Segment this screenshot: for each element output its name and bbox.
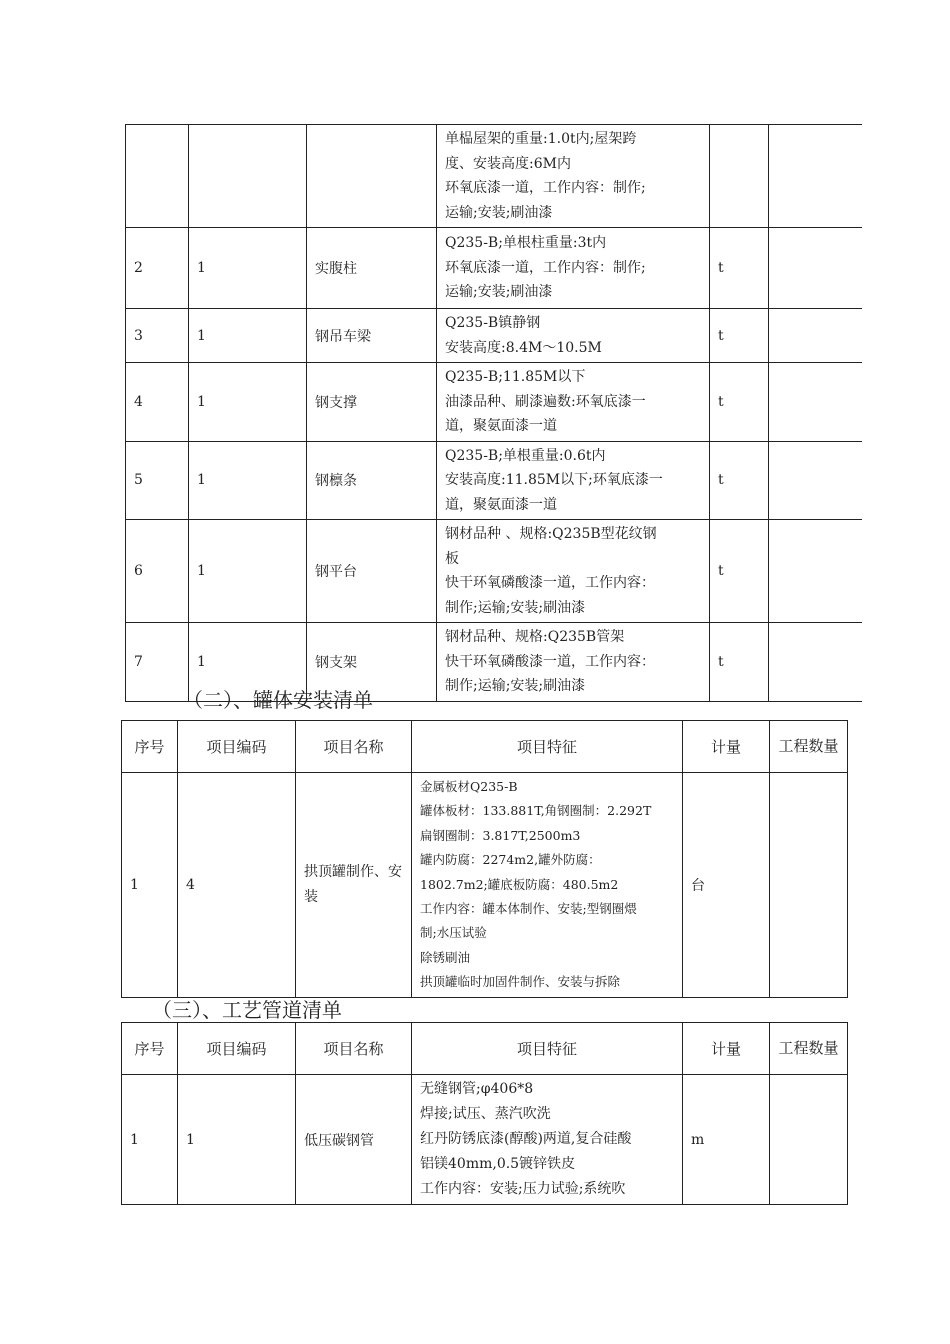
feature-cell bbox=[437, 441, 710, 520]
feature-line: 道，聚氨面漆一道 bbox=[445, 496, 557, 513]
seq-cell: 5 bbox=[126, 441, 189, 520]
feature-line: 快干环氧磷酸漆一道，工作内容： bbox=[445, 653, 655, 670]
feature-line: 红丹防锈底漆(醇酸)两道,复合硅酸 bbox=[420, 1131, 632, 1147]
seq-cell bbox=[126, 125, 189, 228]
qty-cell bbox=[769, 309, 862, 363]
feature-line: 安装高度:11.85M以下;环氧底漆一 bbox=[445, 472, 663, 488]
seq-cell: 6 bbox=[126, 520, 189, 623]
feature-line: 运输;安装;刷油漆 bbox=[445, 284, 553, 301]
feature-line: 罐体板材：133.881T,角钢圈制：2.292T bbox=[420, 803, 652, 819]
seq-cell: 2 bbox=[126, 228, 189, 309]
feature-line: 铝镁40mm,0.5镀锌铁皮 bbox=[420, 1156, 576, 1172]
unit-cell: t bbox=[710, 441, 769, 520]
qty-cell bbox=[770, 773, 848, 998]
feature-cell bbox=[412, 773, 683, 998]
table-row bbox=[126, 228, 862, 309]
qty-cell bbox=[769, 363, 862, 442]
code-cell: 1 bbox=[189, 309, 307, 363]
name-cell: 钢檩条 bbox=[307, 441, 437, 520]
feature-line: 板 bbox=[445, 550, 459, 567]
table-row bbox=[126, 363, 862, 442]
header-seq: 序号 bbox=[122, 1023, 178, 1075]
feature-line: 制;水压试验 bbox=[420, 925, 487, 941]
steel-structure-table bbox=[125, 124, 862, 702]
qty-cell bbox=[769, 228, 862, 309]
feature-line: 制作;运输;安装;刷油漆 bbox=[445, 599, 586, 616]
seq-cell: 1 bbox=[122, 773, 178, 998]
feature-line: 油漆品种、刷漆遍数:环氧底漆一 bbox=[445, 393, 646, 410]
feature-line: 扁钢圈制：3.817T,2500m3 bbox=[420, 827, 581, 843]
header-feature: 项目特征 bbox=[412, 721, 683, 773]
feature-line: 环氧底漆一道，工作内容：制作; bbox=[445, 180, 646, 196]
feature-line: 除锈刷油 bbox=[420, 949, 471, 965]
name-cell: 钢支架 bbox=[307, 623, 437, 702]
table-row bbox=[122, 1075, 848, 1205]
feature-cell bbox=[437, 228, 710, 309]
unit-cell: m bbox=[683, 1075, 770, 1205]
unit-cell: t bbox=[710, 520, 769, 623]
code-cell: 4 bbox=[178, 773, 296, 998]
feature-line: 钢材品种、规格:Q235B管架 bbox=[445, 629, 625, 645]
unit-cell: t bbox=[710, 228, 769, 309]
table-row bbox=[126, 309, 862, 363]
unit-cell: t bbox=[710, 309, 769, 363]
feature-line: 金属板材Q235-B bbox=[420, 779, 518, 794]
feature-line: 拱顶罐临时加固件制作、安装与拆除 bbox=[420, 974, 621, 990]
name-cell: 钢平台 bbox=[307, 520, 437, 623]
feature-cell bbox=[437, 363, 710, 442]
code-cell: 1 bbox=[189, 228, 307, 309]
unit-cell: t bbox=[710, 623, 769, 702]
feature-line: 无缝钢管;φ406*8 bbox=[420, 1081, 534, 1097]
qty-cell bbox=[769, 125, 862, 228]
unit-cell: t bbox=[710, 363, 769, 442]
header-unit: 计量 bbox=[683, 721, 770, 773]
header-unit: 计量 bbox=[683, 1023, 770, 1075]
feature-line: Q235-B镇静钢 bbox=[445, 315, 541, 331]
code-cell: 1 bbox=[189, 441, 307, 520]
feature-line: Q235-B;单根柱重量:3t内 bbox=[445, 235, 607, 252]
qty-cell bbox=[769, 623, 862, 702]
header-seq: 序号 bbox=[122, 721, 178, 773]
header-feature: 项目特征 bbox=[412, 1023, 683, 1075]
section-title: （二）、罐体安装清单 bbox=[183, 688, 373, 712]
table-header-row bbox=[122, 1023, 848, 1075]
feature-line: Q235-B;11.85M以下 bbox=[445, 369, 586, 385]
feature-cell bbox=[437, 309, 710, 363]
feature-line: 罐内防腐：2274m2,罐外防腐： bbox=[420, 852, 601, 868]
seq-cell: 4 bbox=[126, 363, 189, 442]
header-name: 项目名称 bbox=[296, 721, 412, 773]
qty-cell bbox=[770, 1075, 848, 1205]
code-cell bbox=[189, 125, 307, 228]
code-cell: 1 bbox=[178, 1075, 296, 1205]
feature-cell bbox=[437, 125, 710, 228]
name-cell: 实腹柱 bbox=[307, 228, 437, 309]
feature-line: 运输;安装;刷油漆 bbox=[445, 204, 553, 221]
header-qty: 工程数量 bbox=[770, 721, 848, 773]
process-pipe-table bbox=[121, 1022, 848, 1205]
feature-line: 1802.7m2;罐底板防腐：480.5m2 bbox=[420, 876, 619, 892]
feature-line: 单榀屋架的重量:1.0t内;屋架跨 bbox=[445, 131, 637, 147]
table-row bbox=[126, 441, 862, 520]
name-cell: 钢支撑 bbox=[307, 363, 437, 442]
name-cell: 低压碳钢管 bbox=[296, 1075, 412, 1205]
feature-line: 工作内容：安装;压力试验;系统吹 bbox=[420, 1181, 626, 1197]
header-qty: 工程数量 bbox=[770, 1023, 848, 1075]
unit-cell: 台 bbox=[683, 773, 770, 998]
name-cell bbox=[307, 125, 437, 228]
seq-cell: 3 bbox=[126, 309, 189, 363]
feature-line: 安装高度:8.4M～10.5M bbox=[445, 339, 602, 356]
feature-line: 钢材品种 、规格:Q235B型花纹钢 bbox=[445, 526, 657, 542]
feature-line: 环氧底漆一道，工作内容：制作; bbox=[445, 259, 646, 276]
header-code: 项目编码 bbox=[178, 721, 296, 773]
feature-line: 制作;运输;安装;刷油漆 bbox=[445, 678, 586, 694]
unit-cell bbox=[710, 125, 769, 228]
qty-cell bbox=[769, 520, 862, 623]
table-header-row bbox=[122, 721, 848, 773]
header-code: 项目编码 bbox=[178, 1023, 296, 1075]
feature-line: 度、安装高度:6M内 bbox=[445, 155, 571, 172]
tank-install-table bbox=[121, 720, 848, 998]
seq-cell: 1 bbox=[122, 1075, 178, 1205]
name-cell: 钢吊车梁 bbox=[307, 309, 437, 363]
name-cell: 拱顶罐制作、安装 bbox=[296, 773, 412, 998]
code-cell: 1 bbox=[189, 363, 307, 442]
code-cell: 1 bbox=[189, 623, 307, 702]
section-title: （三）、工艺管道清单 bbox=[152, 998, 342, 1022]
table-row bbox=[126, 125, 862, 228]
feature-line: 快干环氧磷酸漆一道，工作内容： bbox=[445, 575, 655, 591]
table-row bbox=[126, 520, 862, 623]
feature-cell bbox=[437, 520, 710, 623]
feature-line: Q235-B;单根重量:0.6t内 bbox=[445, 447, 606, 464]
table-row bbox=[122, 773, 848, 998]
qty-cell bbox=[769, 441, 862, 520]
header-name: 项目名称 bbox=[296, 1023, 412, 1075]
feature-line: 工作内容：罐本体制作、安装;型钢圈煨 bbox=[420, 901, 637, 917]
code-cell: 1 bbox=[189, 520, 307, 623]
feature-cell bbox=[412, 1075, 683, 1205]
feature-cell bbox=[437, 623, 710, 702]
feature-line: 焊接;试压、蒸汽吹洗 bbox=[420, 1106, 551, 1122]
seq-cell: 7 bbox=[126, 623, 189, 702]
feature-line: 道，聚氨面漆一道 bbox=[445, 418, 557, 434]
